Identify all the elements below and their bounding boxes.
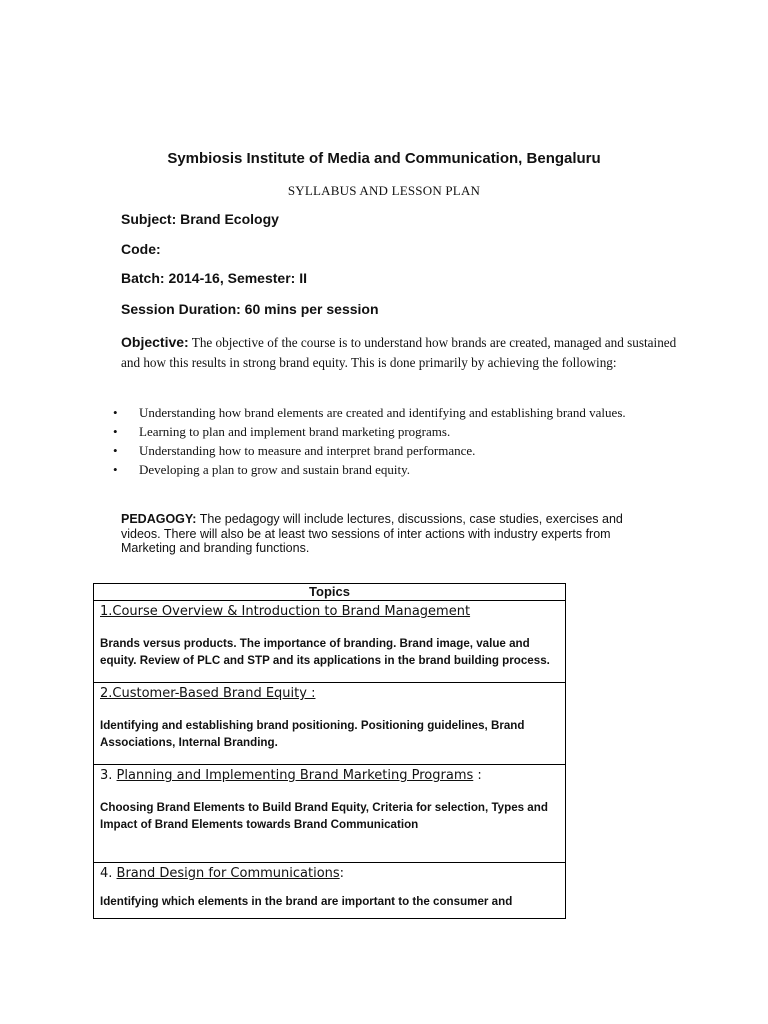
objective-paragraph <box>121 332 681 373</box>
document-title: SYLLABUS AND LESSON PLAN <box>287 183 481 198</box>
list-item <box>113 441 673 460</box>
topics-header: Topics <box>94 584 565 601</box>
institute-name: Symbiosis Institute of Media and Communication, Bengaluru <box>167 150 601 167</box>
topic-title-text: Planning and Implementing Brand Marketing Programs <box>116 768 474 783</box>
batch-line: Batch: 2014-16, Semester: II <box>121 270 307 286</box>
topic-title-text: 1.Course Overview & Introduction to Brand Management <box>100 604 471 619</box>
topic-title <box>100 767 559 785</box>
topic-description: Identifying and establishing brand positioning. Positioning guidelines, Brand Associations, Internal Branding. <box>100 719 525 749</box>
objective-text: The objective of the course is to understand how brands are created, managed and sustained and how this results in strong brand equity. This is done primarily by achieving the following: <box>121 335 677 370</box>
topic-title <box>100 603 559 621</box>
topic-title <box>100 685 559 703</box>
pedagogy-label: PEDAGOGY: <box>121 512 197 526</box>
bullet-text: Understanding how to measure and interpret brand performance. <box>139 443 476 458</box>
topic-number: 4. <box>100 866 117 881</box>
list-item <box>113 403 673 422</box>
table-row <box>94 601 565 683</box>
bullet-icon: • <box>113 443 118 458</box>
topic-description: Choosing Brand Elements to Build Brand Equity, Criteria for selection, Types and Impact of Brand Elements towards Brand Communication <box>100 801 548 831</box>
bullet-icon: • <box>113 424 118 439</box>
pedagogy-paragraph <box>121 512 661 556</box>
topic-title <box>100 865 559 883</box>
topic-description: Identifying which elements in the brand are important to the consumer and <box>100 895 513 908</box>
topic-title-text: 2.Customer-Based Brand Equity : <box>100 686 316 701</box>
session-duration-line: Session Duration: 60 mins per session <box>121 301 379 317</box>
table-row <box>94 863 565 919</box>
topic-description: Brands versus products. The importance of branding. Brand image, value and equity. Review of PLC and STP and its applications in the brand building process. <box>100 637 550 667</box>
code-line: Code: <box>121 241 161 257</box>
objective-bullet-list <box>113 403 673 479</box>
table-row <box>94 765 565 863</box>
topic-title-text: Brand Design for Communications <box>116 866 340 881</box>
topic-number: 3. <box>100 768 117 783</box>
bullet-icon: • <box>113 405 118 420</box>
bullet-icon: • <box>113 462 118 477</box>
bullet-text: Developing a plan to grow and sustain brand equity. <box>139 462 411 477</box>
list-item <box>113 422 673 441</box>
list-item <box>113 460 673 479</box>
topic-suffix: : <box>473 768 482 783</box>
topics-table <box>93 583 566 919</box>
topic-suffix: : <box>339 866 345 881</box>
bullet-text: Understanding how brand elements are created and identifying and establishing brand values. <box>139 405 626 420</box>
objective-label: Objective: <box>121 334 189 350</box>
bullet-text: Learning to plan and implement brand marketing programs. <box>139 424 451 439</box>
pedagogy-text: The pedagogy will include lectures, discussions, case studies, exercises and videos. There will also be at least two sessions of inter actions with industry experts from Marketing and branding functions. <box>121 512 623 555</box>
table-row <box>94 683 565 765</box>
subject-line: Subject: Brand Ecology <box>121 211 279 227</box>
